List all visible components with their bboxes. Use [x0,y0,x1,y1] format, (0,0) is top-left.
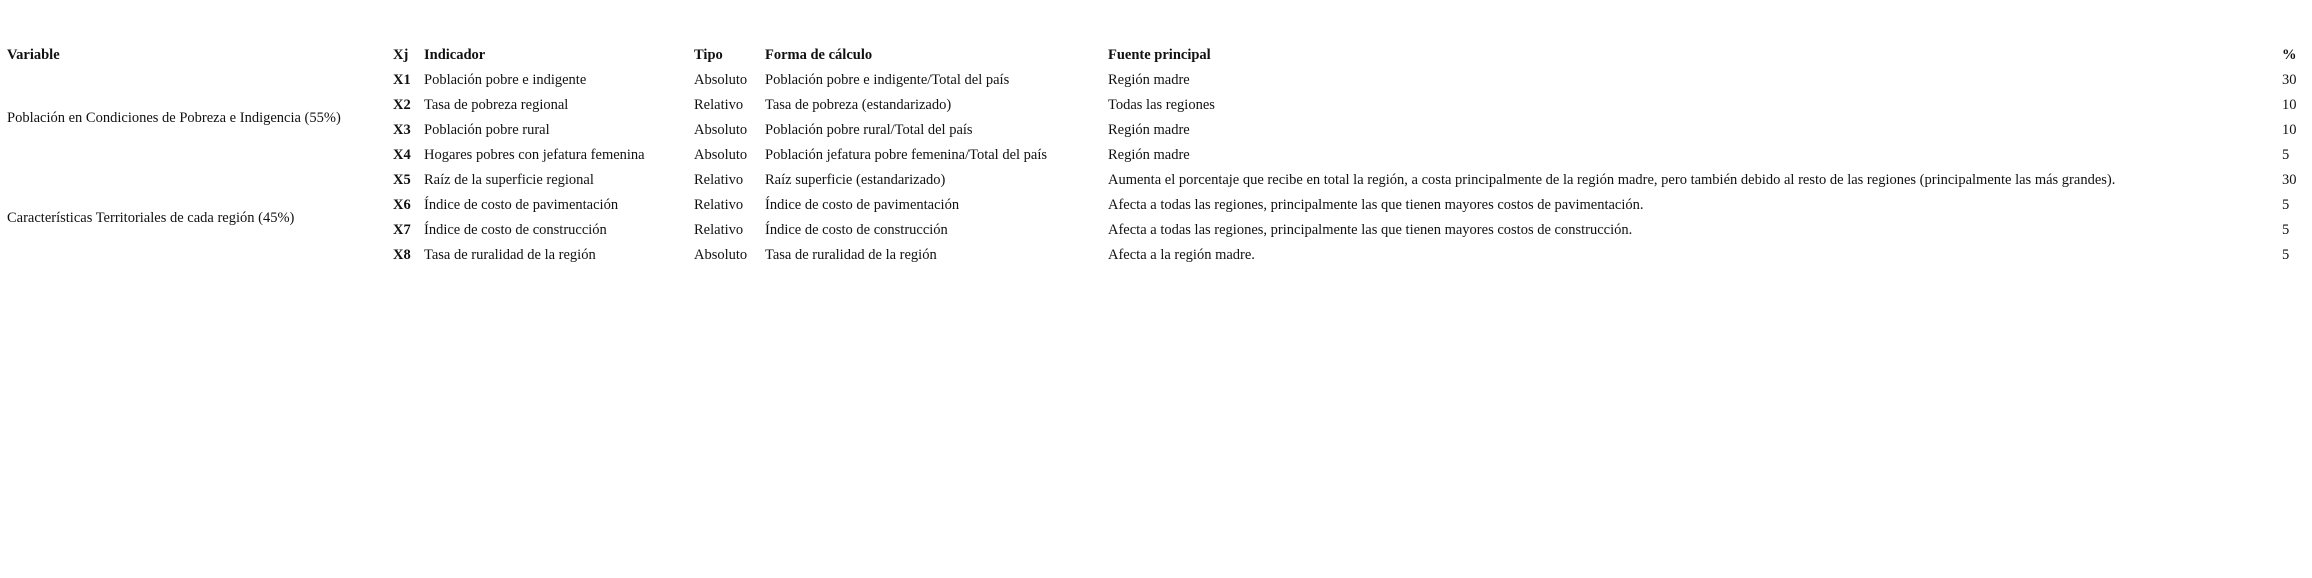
cell-percent: 5 [2282,197,2290,213]
cell-indicador: Tasa de ruralidad de la región [424,247,596,263]
cell-fuente: Región madre [1108,122,1190,138]
cell-fuente: Afecta a todas las regiones, principalmente las que tienen mayores costos de pavimentación. [1108,197,1644,213]
cell-indicador: Hogares pobres con jefatura femenina [424,147,645,163]
cell-forma: Índice de costo de construcción [765,222,948,238]
cell-xj: X5 [393,172,411,188]
cell-indicador: Población pobre e indigente [424,72,587,88]
header-tipo: Tipo [694,47,723,63]
cell-tipo: Absoluto [694,247,748,263]
cell-percent: 30 [2282,172,2297,188]
header-forma-calculo: Forma de cálculo [765,47,873,63]
cell-percent: 30 [2282,72,2297,88]
header-percent: % [2282,47,2297,63]
indicator-table [7,43,2303,268]
cell-fuente: Aumenta el porcentaje que recibe en total la región, a costa principalmente de la región madre, pero también debido al resto de las regiones (principalmente las más grandes). [1108,172,2116,188]
cell-fuente: Todas las regiones [1108,97,1215,113]
cell-tipo: Relativo [694,97,744,113]
cell-percent: 5 [2282,247,2290,263]
cell-forma: Población pobre e indigente/Total del país [765,72,1010,88]
cell-indicador: Población pobre rural [424,122,550,138]
cell-indicador: Índice de costo de pavimentación [424,197,619,213]
table-row [7,68,2303,93]
header-indicador: Indicador [424,47,486,63]
cell-xj: X7 [393,222,411,238]
cell-fuente: Afecta a la región madre. [1108,247,1255,263]
cell-fuente: Región madre [1108,72,1190,88]
cell-xj: X8 [393,247,411,263]
cell-percent: 10 [2282,97,2297,113]
cell-xj: X1 [393,72,411,88]
cell-forma: Raíz superficie (estandarizado) [765,172,946,188]
cell-percent: 5 [2282,222,2290,238]
cell-indicador: Índice de costo de construcción [424,222,607,238]
variable-group-territorial: Características Territoriales de cada región (45%) [7,209,295,226]
cell-tipo: Absoluto [694,147,748,163]
cell-forma: Tasa de ruralidad de la región [765,247,937,263]
cell-forma: Índice de costo de pavimentación [765,197,960,213]
cell-tipo: Absoluto [694,72,748,88]
cell-tipo: Relativo [694,222,744,238]
cell-xj: X4 [393,147,411,163]
cell-fuente: Afecta a todas las regiones, principalmente las que tienen mayores costos de construcción. [1108,222,1633,238]
cell-tipo: Relativo [694,172,744,188]
cell-percent: 10 [2282,122,2297,138]
cell-forma: Población jefatura pobre femenina/Total del país [765,147,1048,163]
cell-percent: 5 [2282,147,2290,163]
cell-tipo: Relativo [694,197,744,213]
cell-xj: X3 [393,122,411,138]
header-xj: Xj [393,47,409,63]
cell-tipo: Absoluto [694,122,748,138]
table-row [7,168,2303,193]
cell-forma: Tasa de pobreza (estandarizado) [765,97,952,113]
cell-fuente: Región madre [1108,147,1190,163]
header-fuente-principal: Fuente principal [1108,47,1211,63]
indicator-table-container [7,43,2303,268]
variable-group-pobreza: Población en Condiciones de Pobreza e Indigencia (55%) [7,109,341,126]
header-row [7,43,2303,68]
cell-indicador: Tasa de pobreza regional [424,97,569,113]
cell-indicador: Raíz de la superficie regional [424,172,594,188]
cell-forma: Población pobre rural/Total del país [765,122,973,138]
cell-xj: X6 [393,197,411,213]
cell-xj: X2 [393,97,411,113]
header-variable: Variable [7,47,60,63]
